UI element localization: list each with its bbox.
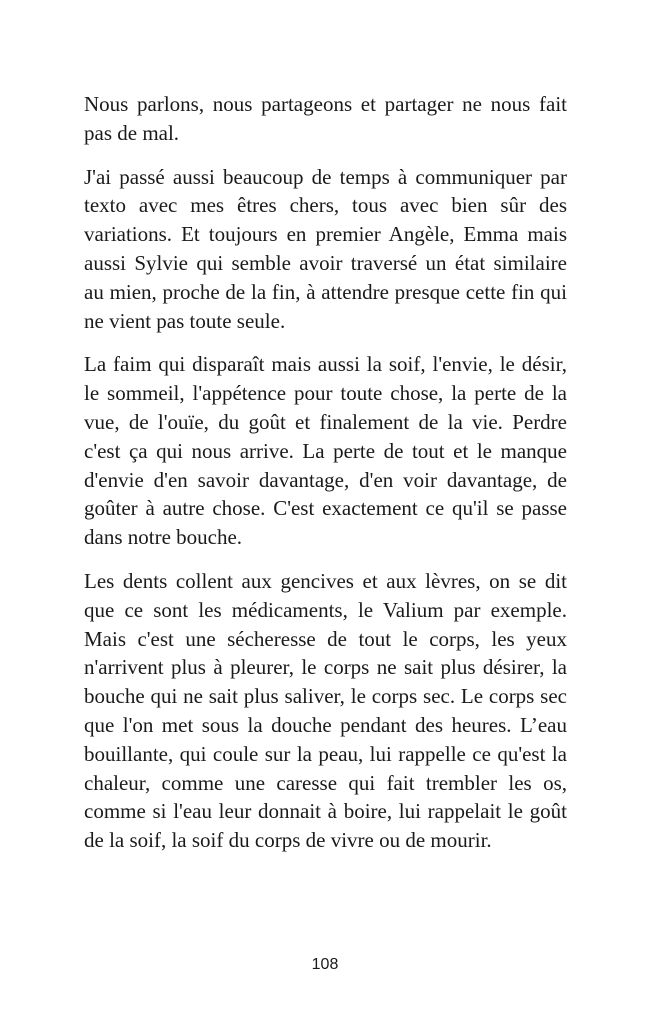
body-text: [84, 90, 567, 870]
paragraph-2: J'ai passé aussi beaucoup de temps à communiquer par texto avec mes êtres chers, tous avec bien sûr des variations. Et toujours en premier Angèle, Emma mais aussi Sylvie qui semble avoir traversé un état similaire au mien, proche de la fin, à attendre presque cette fin qui ne vient pas toute seule.: [84, 164, 567, 333]
page-number: 108: [311, 956, 339, 973]
paragraph-1: Nous parlons, nous partageons et partager ne nous fait pas de mal.: [84, 92, 567, 145]
paragraph-3: La faim qui disparaît mais aussi la soif, l'envie, le désir, le sommeil, l'appétence pour toute chose, la perte de la vue, de l'ouïe, du goût et finalement de la vie. Perdre c'est ça qui nous arrive. La perte de tout et le manque d'envie d'en savoir davantage, d'en voir davantage, de goûter à autre chose. C'est exactement ce qu'il se passe dans notre bouche.: [84, 352, 567, 550]
paragraph-4: Les dents collent aux gencives et aux lèvres, on se dit que ce sont les médicaments, le Valium par exemple. Mais c'est une sécheresse de tout le corps, les yeux n'arrivent plus à pleurer, le corps ne sait plus désirer, la bouche qui ne sait plus saliver, le corps sec. Le corps sec que l'on met sous la douche pendant des heures. L’eau bouillante, qui coule sur la peau, lui rappelle ce qu'est la chaleur, comme une caresse qui fait trembler les os, comme si l'eau leur donnait à boire, lui rappelait le goût de la soif, la soif du corps de vivre ou de mourir.: [84, 568, 567, 853]
